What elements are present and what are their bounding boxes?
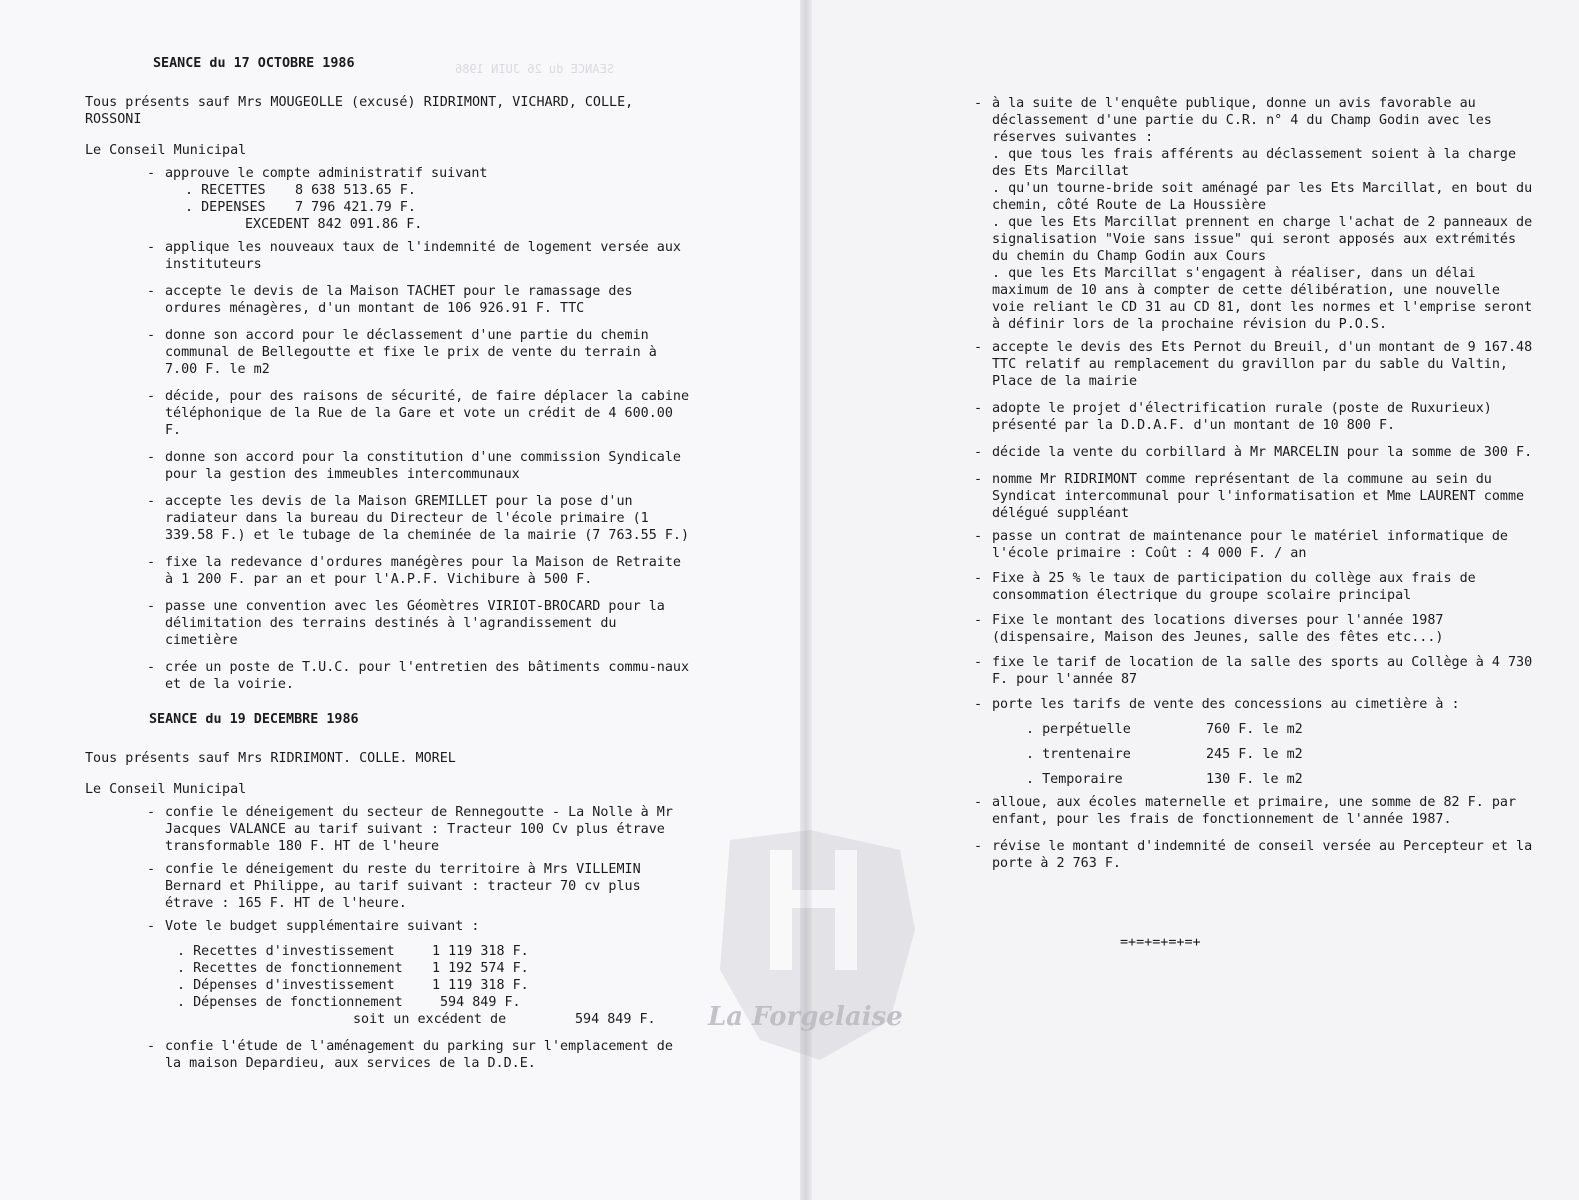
account-row [185,199,695,216]
decision-item: - approuve le compte administratif suivant [147,166,488,181]
right-column [974,95,1534,951]
decision-item: - porte les tarifs de vente des concessions au cimetière à : [974,697,1460,712]
decision-item: - décide, pour des raisons de sécurité, de faire déplacer la cabine téléphonique de la Rue de la Gare et vote un crédit de 4 600.00 F. [147,389,690,438]
decision-item: - accepte le devis des Ets Pernot du Breuil, d'un montant de 9 167.48 TTC relatif au remplacement du gravillon par du sable du Valtin, Place de la mairie [974,340,1533,389]
decision-item: - accepte les devis de la Maison GREMILLET pour la pose d'un radiateur dans la bureau du Directeur de l'école primaire (1 339.58 F.) et le tubage de la cheminée de la mairie (7 763.55 F.) [147,494,690,543]
condition-text: . qu'un tourne-bride soit aménagé par les Ets Marcillat, en bout du chemin, côté Route de La Houssière [992,181,1533,213]
decision-item: - passe un contrat de maintenance pour le matériel informatique de l'école primaire : Coût : 4 000 F. / an [974,529,1508,561]
decision-item: - Fixe le montant des locations diverses pour l'année 1987 (dispensaire, Maison des Jeunes, salle des fêtes etc...) [974,613,1444,645]
tariff-block [974,721,1534,788]
budget-value: 1 119 318 F. [432,944,529,959]
decision-text: passe une convention avec les Géomètres VIRIOT-BROCARD pour la délimitation des terrains destinés à l'agrandissement du cimetière [165,599,665,648]
condition-text: . que tous les frais afférents au déclassement soient à la charge des Ets Marcillat [992,147,1517,179]
decision-text: Vote le budget supplémentaire suivant : [165,919,480,934]
decision-item: - à la suite de l'enquête publique, donne un avis favorable au déclassement d'une partie du C.R. n° 4 du Champ Godin avec les réserves suivantes : . que tous les frais afférents au déclassement soient à la charge des Ets Marcillat . qu'un tourne-bride soit aménagé par les Ets Marcillat, en bout du chemin, côté Route de La Houssière . que les Ets Marcillat prennent en charge l'achat de 2 panneaux de signalisation "Voie sans issue" qui seront apposés aux extrémités du chemin du Champ Godin aux Cours . que les Ets Marcillat s'engagent à réaliser, dans un délai maximum de 10 ans à compter de cette délibération, une nouvelle voie reliant le CD 31 au CD 81, dont les normes et l'emprise seront à définir lors de la prochaine révision du P.O.S. [974,96,1533,332]
decision-text: passe un contrat de maintenance pour le matériel informatique de l'école primaire : Coût : 4 000 F. / an [992,529,1508,561]
decision-item: - confie le déneigement du reste du territoire à Mrs VILLEMIN Bernard et Philippe, au tarif suivant : tracteur 70 cv plus étrave : 165 F. HT de l'heure. [147,862,641,911]
budget-row [177,960,695,977]
decision-text: à la suite de l'enquête publique, donne un avis favorable au déclassement d'une partie du C.R. n° 4 du Champ Godin avec les réserves suivantes : [992,96,1492,145]
budget-label: . Dépenses de fonctionnement [177,995,403,1010]
decision-text: confie le déneigement du secteur de Rennegoutte - La Nolle à Mr Jacques VALANCE au tarif suivant : Tracteur 100 Cv plus étrave transformable 180 F. HT de l'heure [165,805,673,854]
attendance-line-2: ROSSONI [85,112,142,127]
decision-list-december [85,804,695,1072]
decision-text: accepte le devis de la Maison TACHET pour le ramassage des ordures ménagères, d'un montant de 106 926.91 F. TTC [165,284,633,316]
budget-row [177,943,695,960]
account-row [185,182,695,199]
budget-label: . Dépenses d'investissement [177,978,395,993]
decision-item: - révise le montant d'indemnité de conseil versée au Percepteur et la porte à 2 763 F. [974,839,1533,871]
decision-item: - adopte le projet d'électrification rurale (poste de Ruxurieux) présenté par la D.D.A.F. d'un montant de 10 800 F. [974,401,1492,433]
decision-text: alloue, aux écoles maternelle et primaire, une somme de 82 F. par enfant, pour les frais de fonctionnement de l'année 1987. [992,795,1517,827]
decision-text: nomme Mr RIDRIMONT comme représentant de la commune au sein du Syndicat intercommunal pour l'informatisation et Mme LAURENT comme délégué suppléant [992,472,1525,521]
budget-label: . Recettes d'investissement [177,944,395,959]
decision-text: adopte le projet d'électrification rurale (poste de Ruxurieux) présenté par la D.D.A.F. d'un montant de 10 800 F. [992,401,1492,433]
account-block [147,182,695,233]
budget-value: 1 192 574 F. [432,961,529,976]
budget-label: . Recettes de fonctionnement [177,961,403,976]
condition-text: . que les Ets Marcillat prennent en charge l'achat de 2 panneaux de signalisation "Voie sans issue" qui seront apposés aux extrémités du chemin du Champ Godin aux Cours [992,215,1533,264]
decision-item: - donne son accord pour le déclassement d'une partie du chemin communal de Bellegoutte et fixe le prix de vente du terrain à 7.00 F. le m2 [147,328,657,377]
tariff-row [1026,721,1534,738]
budget-block [147,943,695,1028]
decision-text: approuve le compte administratif suivant [165,166,488,181]
account-excedent: EXCEDENT 842 091.86 F. [245,217,423,232]
decision-item: - confie l'étude de l'aménagement du parking sur l'emplacement de la maison Depardieu, aux services de la D.D.E. [147,1039,673,1071]
tariff-label: . trentenaire [1026,747,1131,762]
council-heading: Le Conseil Municipal [85,782,247,797]
decision-text: fixe le tarif de location de la salle des sports au Collège à 4 730 F. pour l'année 87 [992,655,1533,687]
decision-item: - Fixe à 25 % le taux de participation du collège aux frais de consommation électrique du groupe scolaire principal [974,571,1476,603]
decision-item: - crée un poste de T.U.C. pour l'entretien des bâtiments commu-naux et de la voirie. [147,660,690,692]
budget-label: soit un excédent de [353,1012,507,1027]
decision-item: - accepte le devis de la Maison TACHET pour le ramassage des ordures ménagères, d'un montant de 106 926.91 F. TTC [147,284,633,316]
decision-text: confie l'étude de l'aménagement du parking sur l'emplacement de la maison Depardieu, aux services de la D.D.E. [165,1039,673,1071]
attendance-line-1: Tous présents sauf Mrs MOUGEOLLE (excusé) RIDRIMONT, VICHARD, COLLE, [85,95,634,110]
account-value: 7 796 421.79 F. [295,200,416,215]
end-separator: =+=+=+=+=+ [1120,935,1201,950]
tariff-value: 245 F. le m2 [1206,747,1303,762]
bleed-through-text: SEANCE du 26 JUIN 1986 [455,62,614,76]
council-heading: Le Conseil Municipal [85,143,247,158]
decision-item: - fixe le tarif de location de la salle des sports au Collège à 4 730 F. pour l'année 87 [974,655,1533,687]
decision-text: crée un poste de T.U.C. pour l'entretien des bâtiments commu-naux et de la voirie. [165,660,690,692]
tariff-label: . perpétuelle [1026,722,1131,737]
decision-text: accepte les devis de la Maison GREMILLET pour la pose d'un radiateur dans la bureau du Directeur de l'école primaire (1 339.58 F.) et le tubage de la cheminée de la mairie (7 763.55 F.) [165,494,690,543]
decision-text: donne son accord pour le déclassement d'une partie du chemin communal de Bellegoutte et fixe le prix de vente du terrain à 7.00 F. le m2 [165,328,657,377]
decision-text: Fixe le montant des locations diverses pour l'année 1987 (dispensaire, Maison des Jeunes, salle des fêtes etc...) [992,613,1444,645]
account-label: . DEPENSES [185,200,266,215]
decision-text: porte les tarifs de vente des concessions au cimetière à : [992,697,1460,712]
left-column [85,55,695,1072]
session-title-december: SEANCE du 19 DECEMBRE 1986 [149,712,359,727]
right-page [812,0,1579,1200]
tariff-value: 760 F. le m2 [1206,722,1303,737]
budget-value: 1 119 318 F. [432,978,529,993]
decision-text: décide la vente du corbillard à Mr MARCELIN pour la somme de 300 F. [992,445,1533,460]
account-label: . RECETTES [185,183,266,198]
decision-text: Fixe à 25 % le taux de participation du collège aux frais de consommation électrique du groupe scolaire principal [992,571,1476,603]
decision-text: décide, pour des raisons de sécurité, de faire déplacer la cabine téléphonique de la Rue de la Gare et vote un crédit de 4 600.00 F. [165,389,690,438]
budget-value: 594 849 F. [575,1012,656,1027]
tariff-value: 130 F. le m2 [1206,772,1303,787]
decision-item: - confie le déneigement du secteur de Rennegoutte - La Nolle à Mr Jacques VALANCE au tarif suivant : Tracteur 100 Cv plus étrave transformable 180 F. HT de l'heure [147,805,673,854]
budget-value: 594 849 F. [440,995,521,1010]
decision-text: fixe la redevance d'ordures manégères pour la Maison de Retraite à 1 200 F. par an et pour l'A.P.F. Vichibure à 500 F. [165,555,681,587]
attendance-line: Tous présents sauf Mrs RIDRIMONT. COLLE. MOREL [85,751,456,766]
tariff-row [1026,746,1534,763]
decision-item: - donne son accord pour la constitution d'une commission Syndicale pour la gestion des immeubles intercommunaux [147,450,681,482]
decision-item: - décide la vente du corbillard à Mr MARCELIN pour la somme de 300 F. [974,445,1533,460]
decision-item: - nomme Mr RIDRIMONT comme représentant de la commune au sein du Syndicat intercommunal pour l'informatisation et Mme LAURENT comme délégué suppléant [974,472,1525,521]
decision-text: accepte le devis des Ets Pernot du Breuil, d'un montant de 9 167.48 TTC relatif au remplacement du gravillon par du sable du Valtin, Place de la mairie [992,340,1533,389]
decision-text: révise le montant d'indemnité de conseil versée au Percepteur et la porte à 2 763 F. [992,839,1533,871]
decision-text: confie le déneigement du reste du territoire à Mrs VILLEMIN Bernard et Philippe, au tarif suivant : tracteur 70 cv plus étrave : 165 F. HT de l'heure. [165,862,641,911]
decision-item: - passe une convention avec les Géomètres VIRIOT-BROCARD pour la délimitation des terrains destinés à l'agrandissement du cimetière [147,599,665,648]
tariff-label: . Temporaire [1026,772,1123,787]
session-title-october: SEANCE du 17 OCTOBRE 1986 [153,56,355,71]
decision-item: - applique les nouveaux taux de l'indemnité de logement versée aux instituteurs [147,240,681,272]
decision-list-october [85,165,695,693]
decision-text: applique les nouveaux taux de l'indemnité de logement versée aux instituteurs [165,240,681,272]
decision-text: donne son accord pour la constitution d'une commission Syndicale pour la gestion des immeubles intercommunaux [165,450,681,482]
tariff-row [1026,771,1534,788]
condition-text: . que les Ets Marcillat s'engagent à réaliser, dans un délai maximum de 10 ans à compter de cette délibération, une nouvelle voie reliant le CD 31 au CD 81, dont les normes et l'emprise seront à définir lors de la prochaine révision du P.O.S. [992,266,1533,332]
account-value: 8 638 513.65 F. [295,183,416,198]
budget-excedent [177,1011,695,1028]
budget-row [177,994,695,1011]
decision-item: - alloue, aux écoles maternelle et primaire, une somme de 82 F. par enfant, pour les frais de fonctionnement de l'année 1987. [974,795,1517,827]
decision-item: - fixe la redevance d'ordures manégères pour la Maison de Retraite à 1 200 F. par an et pour l'A.P.F. Vichibure à 500 F. [147,555,681,587]
watermark-label: La Forgelaise [708,1002,903,1032]
decision-item: - Vote le budget supplémentaire suivant : [147,919,480,934]
budget-row [177,977,695,994]
